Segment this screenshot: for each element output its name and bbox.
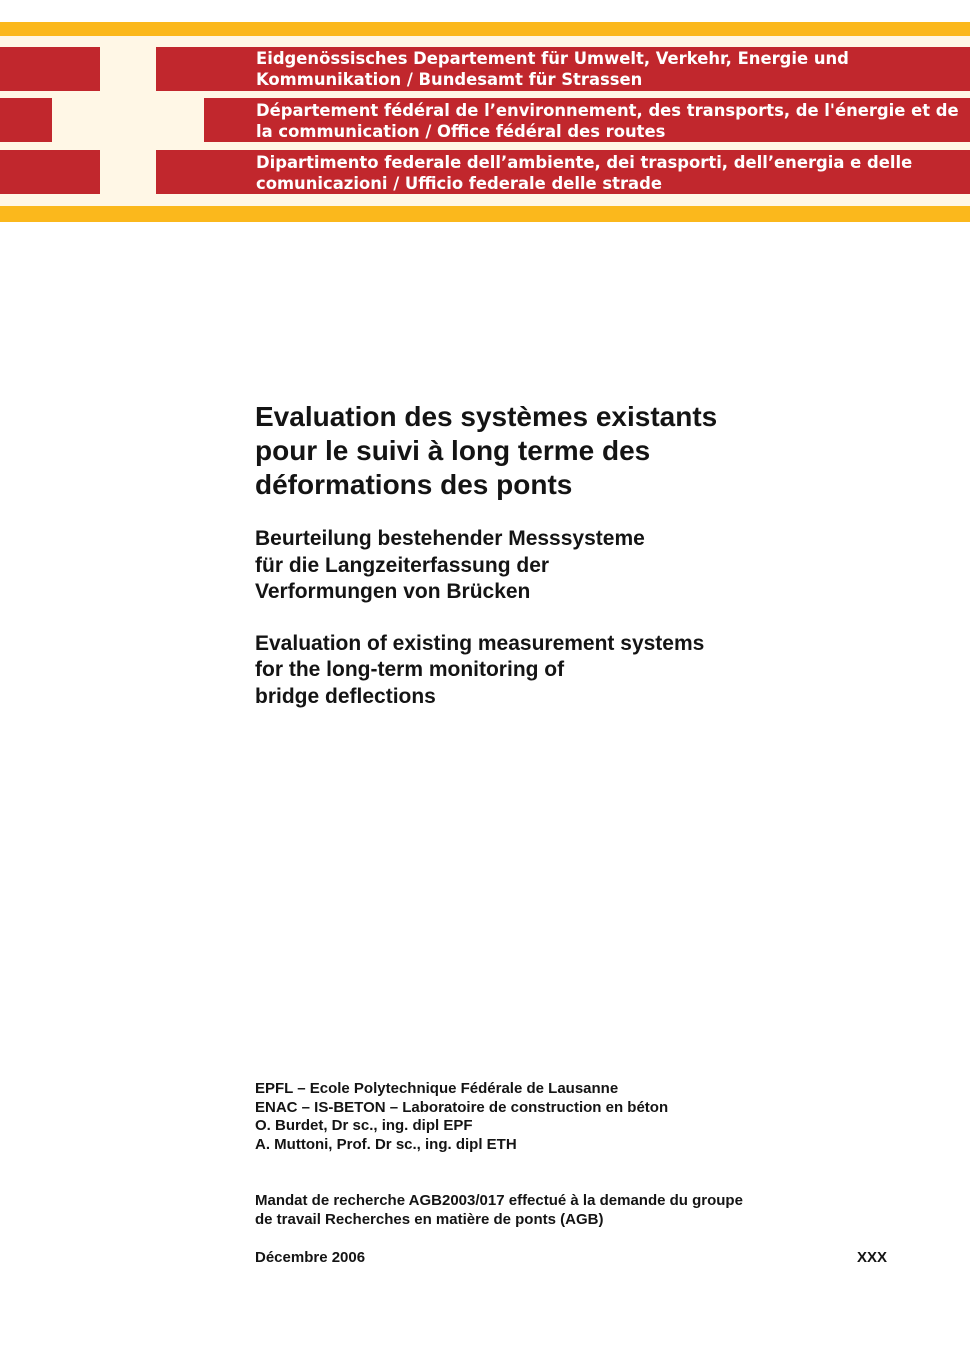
- authors-block: [255, 1080, 668, 1154]
- header-label-french: Département fédéral de l’environnement, des transports, de l'énergie et de la communication / Office fédéral des routes: [256, 101, 959, 141]
- author-line: ENAC – IS-BETON – Laboratoire de construction en béton: [255, 1098, 669, 1116]
- title-french: Evaluation des systèmes existants pour le suivi à long terme des déformations des ponts: [255, 401, 718, 500]
- mandate-block: [255, 1192, 743, 1229]
- federal-header-band: [0, 22, 970, 222]
- mandate-line: de travail Recherches en matière de ponts (AGB): [255, 1210, 604, 1228]
- report-number: XXX: [856, 1249, 887, 1266]
- author-line: A. Muttoni, Prof. Dr sc., ing. dipl ETH: [255, 1135, 517, 1153]
- header-row3-left-block: [0, 150, 100, 194]
- mandate-line: Mandat de recherche AGB2003/017 effectué à la demande du groupe: [255, 1192, 743, 1209]
- header-label-german: Eidgenössisches Departement für Umwelt, Verkehr, Energie und Kommunikation / Bundesamt für Strassen: [256, 49, 849, 89]
- title-english: Evaluation of existing measurement systems for the long-term monitoring of bridge deflections: [255, 631, 705, 708]
- header-row1-left-block: [0, 47, 100, 91]
- author-line: EPFL – Ecole Polytechnique Fédérale de Lausanne: [255, 1080, 619, 1097]
- author-line: O. Burdet, Dr sc., ing. dipl EPF: [255, 1117, 473, 1134]
- title-block: [255, 400, 895, 710]
- publication-date: Décembre 2006: [255, 1249, 366, 1266]
- header-label-italian: Dipartimento federale dell’ambiente, dei trasporti, dell’energia e delle comunicazioni / Ufficio federale delle strade: [256, 153, 913, 193]
- header-row2-left-block: [0, 98, 52, 142]
- title-german: Beurteilung bestehender Messsysteme für die Langzeiterfassung der Verformungen von Brücken: [255, 527, 645, 603]
